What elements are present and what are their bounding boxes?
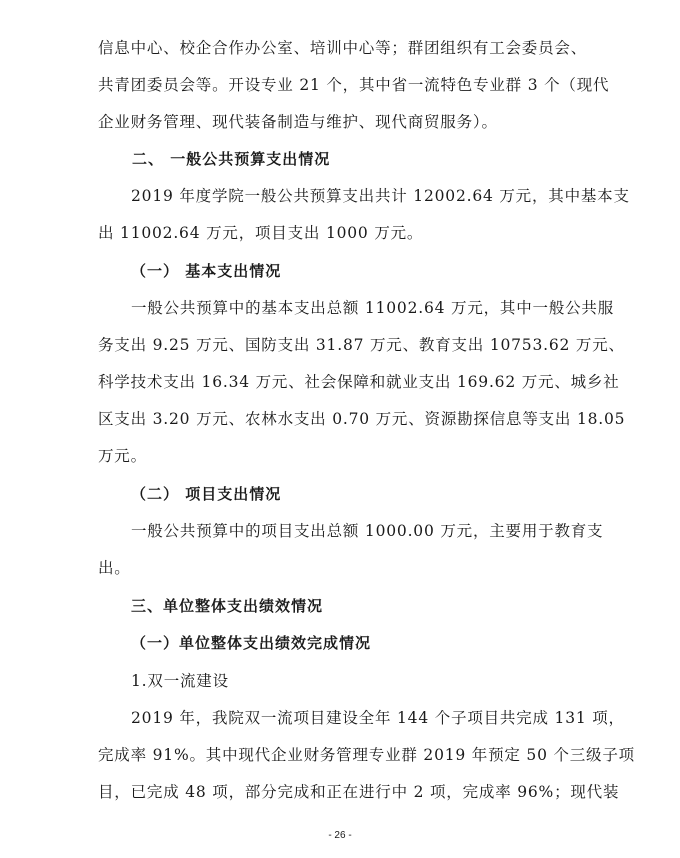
body-text-line: 科学技术支出 16.34 万元、社会保障和就业支出 169.62 万元、城乡社 <box>98 373 620 391</box>
section-heading: 二、 一般公共预算支出情况 <box>132 150 331 168</box>
body-text-line: 一般公共预算中的项目支出总额 1000.00 万元，主要用于教育支 <box>131 522 604 540</box>
subsection-heading: （一）单位整体支出绩效完成情况 <box>131 634 372 652</box>
body-text-line: 目，已完成 48 项，部分完成和正在进行中 2 项，完成率 96%；现代装 <box>98 783 620 801</box>
subsection-heading: （二） 项目支出情况 <box>131 485 282 503</box>
body-text-line: 2019 年，我院双一流项目建设全年 144 个子项目共完成 131 项， <box>131 709 625 727</box>
body-text-line: 区支出 3.20 万元、农林水支出 0.70 万元、资源勘探信息等支出 18.05 <box>98 410 626 428</box>
subsection-heading: （一） 基本支出情况 <box>131 262 282 280</box>
list-heading: 1.双一流建设 <box>131 672 229 690</box>
page-number: - 26 - <box>328 830 352 841</box>
body-text-line: 企业财务管理、现代装备制造与维护、现代商贸服务）。 <box>98 113 498 131</box>
body-text-line: 2019 年度学院一般公共预算支出共计 12002.64 万元，其中基本支 <box>131 187 630 205</box>
body-text-line: 完成率 91%。其中现代企业财务管理专业群 2019 年预定 50 个三级子项 <box>98 746 635 764</box>
body-text-line: 出 11002.64 万元，项目支出 1000 万元。 <box>98 224 424 242</box>
body-text-line: 一般公共预算中的基本支出总额 11002.64 万元，其中一般公共服 <box>131 299 615 317</box>
body-text-line: 务支出 9.25 万元、国防支出 31.87 万元、教育支出 10753.62 万元、 <box>98 336 625 354</box>
body-text-line: 出。 <box>98 559 131 577</box>
body-text-line: 信息中心、校企合作办公室、培训中心等；群团组织有工会委员会、 <box>98 39 588 57</box>
section-heading: 三、单位整体支出绩效情况 <box>131 597 324 615</box>
body-text-line: 万元。 <box>98 447 147 465</box>
body-text-line: 共青团委员会等。开设专业 21 个，其中省一流特色专业群 3 个（现代 <box>98 76 610 94</box>
